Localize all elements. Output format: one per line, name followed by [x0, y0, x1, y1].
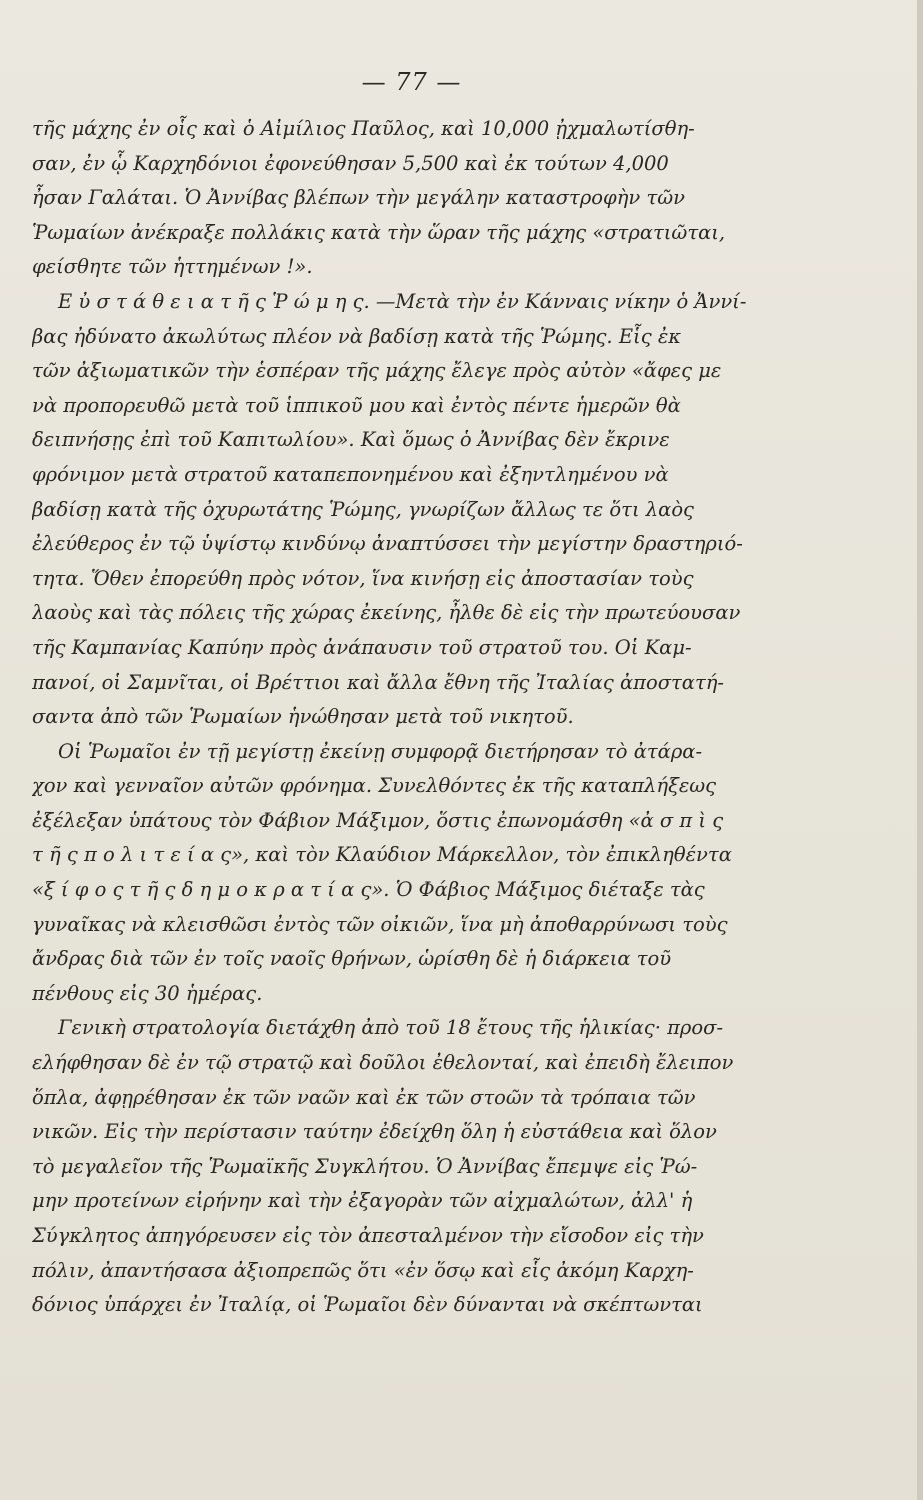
text-line: γυναῖκας νὰ κλεισθῶσι ἐντὸς τῶν οἰκιῶν, ἵνα μὴ ἀποθαρρύνωσι τοὺς	[32, 912, 728, 936]
text-line: δειπνήσῃς ἐπὶ τοῦ Καπιτωλίου». Καὶ ὅμως ὁ Ἀννίβας δὲν ἔκρινε	[32, 428, 670, 452]
text-line: ὅπλα, ἀφῃρέθησαν ἐκ τῶν ναῶν καὶ ἐκ τῶν στοῶν τὰ τρόπαια τῶν	[32, 1085, 696, 1109]
text-line: ἄνδρας διὰ τῶν ἐν τοῖς ναοῖς θρήνων, ὡρίσθη δὲ ἡ διάρκεια τοῦ	[32, 947, 672, 971]
text-line: Ῥωμαίων ἀνέκραξε πολλάκις κατὰ τὴν ὥραν τῆς μάχης «στρατιῶται,	[32, 220, 726, 244]
page-number: — 77 —	[361, 68, 462, 96]
text-line: τὸ μεγαλεῖον τῆς Ῥωμαϊκῆς Συγκλήτου. Ὁ Ἀννίβας ἔπεμψε εἰς Ῥώ-	[32, 1154, 698, 1178]
text-line: νικῶν. Εἰς τὴν περίστασιν ταύτην ἐδείχθη ὅλη ἡ εὐστάθεια καὶ ὅλον	[32, 1120, 717, 1144]
text-line: χον καὶ γενναῖον αὐτῶν φρόνημα. Συνελθόντες ἐκ τῆς καταπλήξεως	[32, 774, 717, 798]
text-line: «ξ ί φ ο ς τ ῆ ς δ η μ ο κ ρ α τ ί α ς». Ὁ Φάβιος Μάξιμος διέταξε τὰς	[32, 878, 705, 902]
text-line: πόλιν, ἀπαντήσασα ἀξιοπρεπῶς ὅτι «ἐν ὅσῳ καὶ εἷς ἀκόμη Καρχη-	[32, 1258, 694, 1282]
text-line: σαντα ἀπὸ τῶν Ῥωμαίων ἡνώθησαν μετὰ τοῦ νικητοῦ.	[32, 705, 574, 729]
text-line: πένθους εἰς 30 ἡμέρας.	[32, 981, 263, 1005]
text-line: σαν, ἐν ᾧ Καρχηδόνιοι ἐφονεύθησαν 5,500 καὶ ἐκ τούτων 4,000	[32, 151, 669, 175]
paragraph-start-line: Γενικὴ στρατολογία διετάχθη ἀπὸ τοῦ 18 ἔτους τῆς ἡλικίας· προσ-	[58, 1016, 724, 1040]
page-edge-shadow	[917, 0, 923, 1500]
text-line: τ ῆ ς π ο λ ι τ ε ί α ς», καὶ τὸν Κλαύδιον Μάρκελλον, τὸν ἐπικληθέντα	[32, 843, 732, 867]
text-line: τητα. Ὅθεν ἐπορεύθη πρὸς νότον, ἵνα κινήσῃ εἰς ἀποστασίαν τοὺς	[32, 566, 694, 590]
text-line: βας ἠδύνατο ἀκωλύτως πλέον νὰ βαδίσῃ κατὰ τῆς Ῥώμης. Εἷς ἐκ	[32, 324, 682, 348]
text-line: λαοὺς καὶ τὰς πόλεις τῆς χώρας ἐκείνης, ἦλθε δὲ εἰς τὴν πρωτεύουσαν	[32, 601, 741, 625]
text-line: νὰ προπορευθῶ μετὰ τοῦ ἱππικοῦ μου καὶ ἐντὸς πέντε ἡμερῶν θὰ	[32, 393, 681, 417]
text-line: ἐλεύθερος ἐν τῷ ὑψίστῳ κινδύνῳ ἀναπτύσσει τὴν μεγίστην δραστηριό-	[32, 532, 743, 556]
text-line: πανοί, οἱ Σαμνῖται, οἱ Βρέττιοι καὶ ἄλλα ἔθνη τῆς Ἰταλίας ἀποστατή-	[32, 670, 725, 694]
text-line: φείσθητε τῶν ἡττημένων !».	[32, 255, 313, 279]
text-line: μην προτείνων εἰρήνην καὶ τὴν ἐξαγορὰν τῶν αἰχμαλώτων, ἀλλ' ἡ	[32, 1189, 693, 1213]
text-line: Σύγκλητος ἀπηγόρευσεν εἰς τὸν ἀπεσταλμένον τὴν εἴσοδον εἰς τὴν	[32, 1224, 704, 1247]
text-line: ἦσαν Γαλάται. Ὁ Ἀννίβας βλέπων τὴν μεγάλην καταστροφὴν τῶν	[32, 186, 685, 210]
text-line: δόνιος ὑπάρχει ἐν Ἰταλίᾳ, οἱ Ῥωμαῖοι δὲν δύνανται νὰ σκέπτωνται	[32, 1293, 703, 1317]
paragraph-start-line: Οἱ Ῥωμαῖοι ἐν τῇ μεγίστῃ ἐκείνῃ συμφορᾷ διετήρησαν τὸ ἀτάρα-	[58, 739, 703, 763]
text-line: τῆς Καμπανίας Καπύην πρὸς ἀνάπαυσιν τοῦ στρατοῦ του. Οἱ Καμ-	[32, 635, 692, 659]
body-text	[32, 112, 832, 1323]
text-line: φρόνιμον μετὰ στρατοῦ καταπεπονημένου καὶ ἐξηντλημένου νὰ	[32, 462, 669, 486]
text-line: τῶν ἀξιωματικῶν τὴν ἑσπέραν τῆς μάχης ἔλεγε πρὸς αὐτὸν «ἄφες με	[32, 359, 722, 383]
text-line: ελήφθησαν δὲ ἐν τῷ στρατῷ καὶ δοῦλοι ἐθελονταί, καὶ ἐπειδὴ ἔλειπον	[32, 1051, 734, 1075]
section-heading-line: Ε ὐ σ τ ά θ ε ι α τ ῆ ς Ῥ ώ μ η ς. —Μετὰ τὴν ἐν Κάνναις νίκην ὁ Ἀννί-	[58, 289, 747, 313]
text-line: τῆς μάχης ἐν οἷς καὶ ὁ Αἰμίλιος Παῦλος, καὶ 10,000 ᾐχμαλωτίσθη-	[32, 117, 695, 140]
text-line: βαδίσῃ κατὰ τῆς ὀχυρωτάτης Ῥώμης, γνωρίζων ἄλλως τε ὅτι λαὸς	[32, 497, 694, 521]
text-line: ἐξέλεξαν ὑπάτους τὸν Φάβιον Μάξιμον, ὅστις ἐπωνομάσθη «ἀ σ π ὶ ς	[32, 808, 724, 832]
